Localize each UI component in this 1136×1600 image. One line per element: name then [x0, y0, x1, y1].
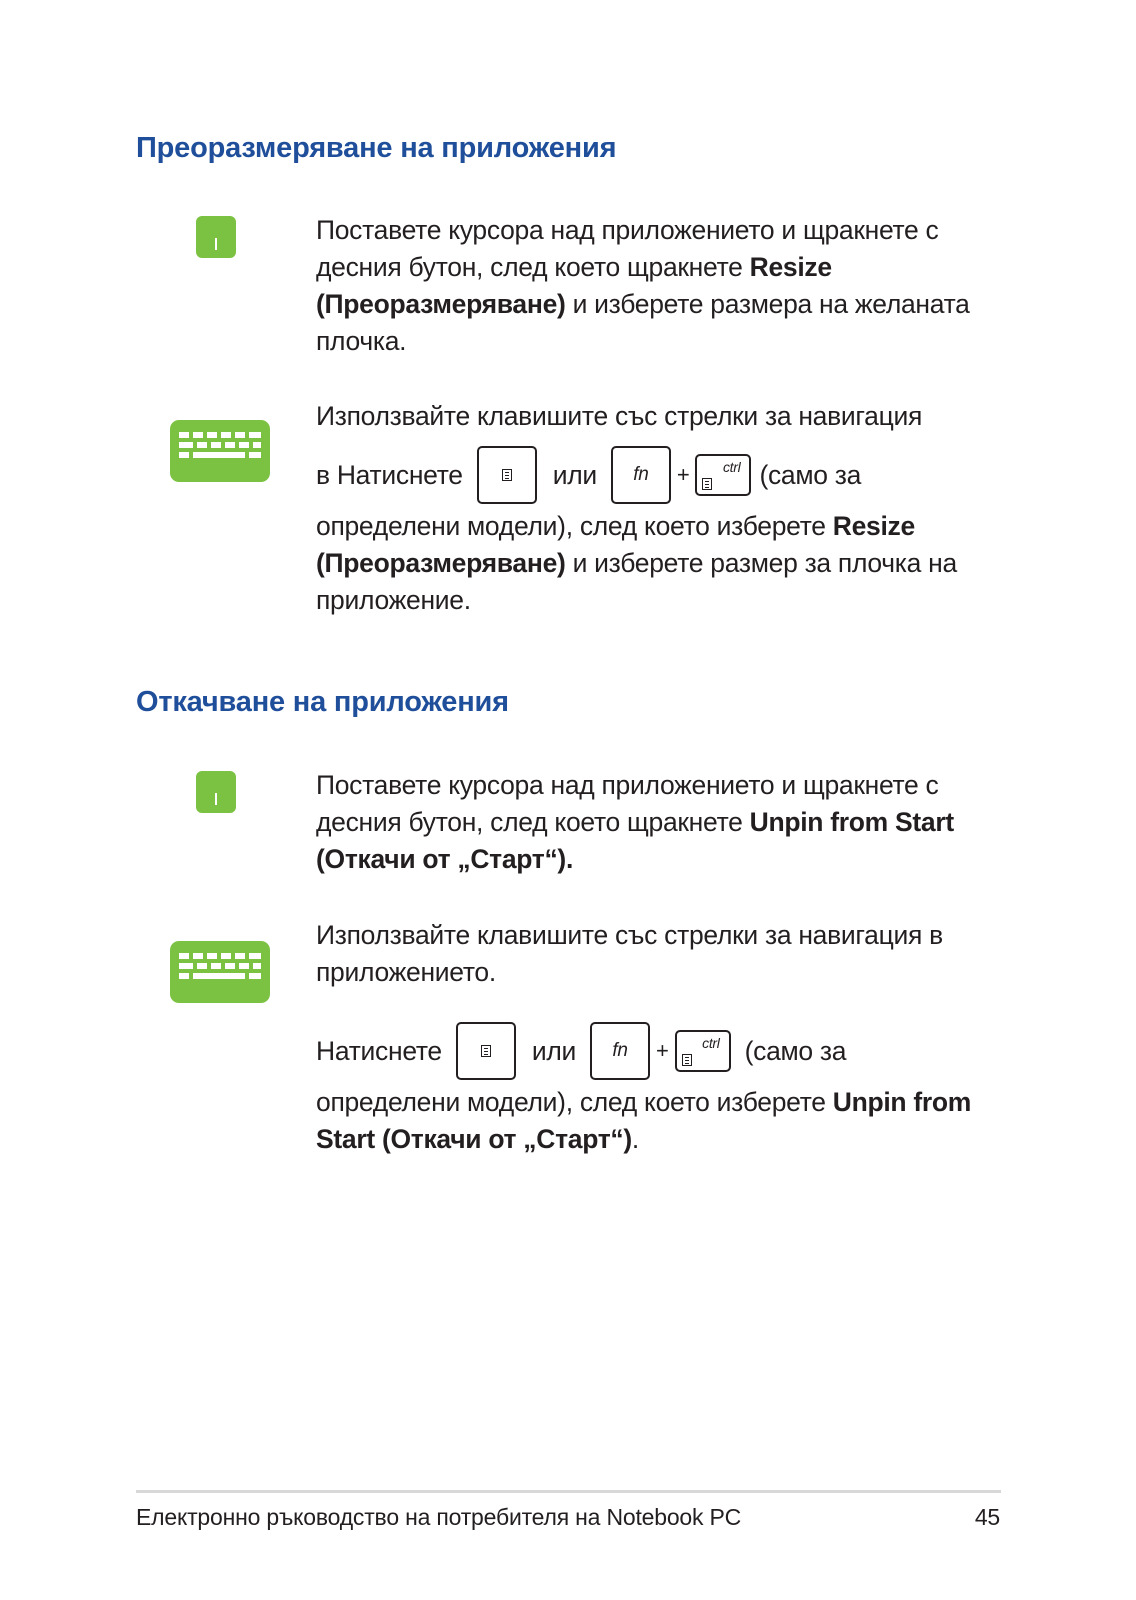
menu-key	[477, 446, 537, 504]
touchpad-icon	[196, 771, 236, 813]
resize-touchpad-instruction: Поставете курсора над приложението и щракнете с десния бутон, след което щракнете Resize (Преоразмеряване) и изберете размера на желаната плочка.	[316, 215, 970, 356]
press-label: в Натиснете	[316, 459, 463, 490]
footer-divider	[136, 1490, 1001, 1493]
or-label: или	[552, 459, 597, 490]
page-number: 45	[974, 1504, 1000, 1530]
fn-key: fn	[590, 1022, 650, 1080]
resize-keyboard-intro: Използвайте клавишите със стрелки за навигация	[316, 401, 923, 431]
touchpad-icon	[196, 216, 236, 258]
resize-keyboard-instruction: определени модели), след което изберете Resize (Преоразмеряване) и изберете размер за плочка на приложение.	[316, 511, 957, 615]
resize-key-combo	[316, 446, 861, 504]
plus-sign: +	[656, 1038, 669, 1063]
menu-key-icon	[702, 478, 712, 490]
keyboard-icon	[170, 941, 270, 1003]
fn-key: fn	[611, 446, 671, 504]
keyboard-icon	[170, 420, 270, 482]
unpin-touchpad-instruction: Поставете курсора над приложението и щракнете с десния бутон, след което щракнете Unpin from Start (Откачи от „Старт“).	[316, 770, 954, 874]
unpin-keyboard-instruction: определени модели), след което изберете Unpin from Start (Откачи от „Старт“).	[316, 1087, 972, 1154]
ctrl-key: ctrl	[675, 1030, 731, 1072]
press-label: Натиснете	[316, 1035, 442, 1066]
menu-key-icon	[481, 1045, 491, 1057]
ctrl-key: ctrl	[695, 454, 751, 496]
footer-title: Електронно ръководство на потребителя на Notebook PC	[136, 1504, 742, 1530]
or-label: или	[531, 1035, 577, 1066]
unpin-keyboard-intro: Използвайте клавишите със стрелки за навигация в приложението.	[316, 920, 943, 987]
unpin-key-combo	[316, 1022, 846, 1080]
section-heading-unpin: Откачване на приложения	[136, 686, 509, 718]
plus-sign: +	[676, 462, 690, 487]
menu-key	[456, 1022, 516, 1080]
only-for-label: (само за	[759, 459, 862, 490]
menu-key-icon	[682, 1054, 692, 1066]
only-for-label: (само за	[744, 1035, 847, 1066]
section-heading-resize: Преоразмеряване на приложения	[136, 132, 617, 164]
menu-key-icon	[502, 469, 512, 481]
